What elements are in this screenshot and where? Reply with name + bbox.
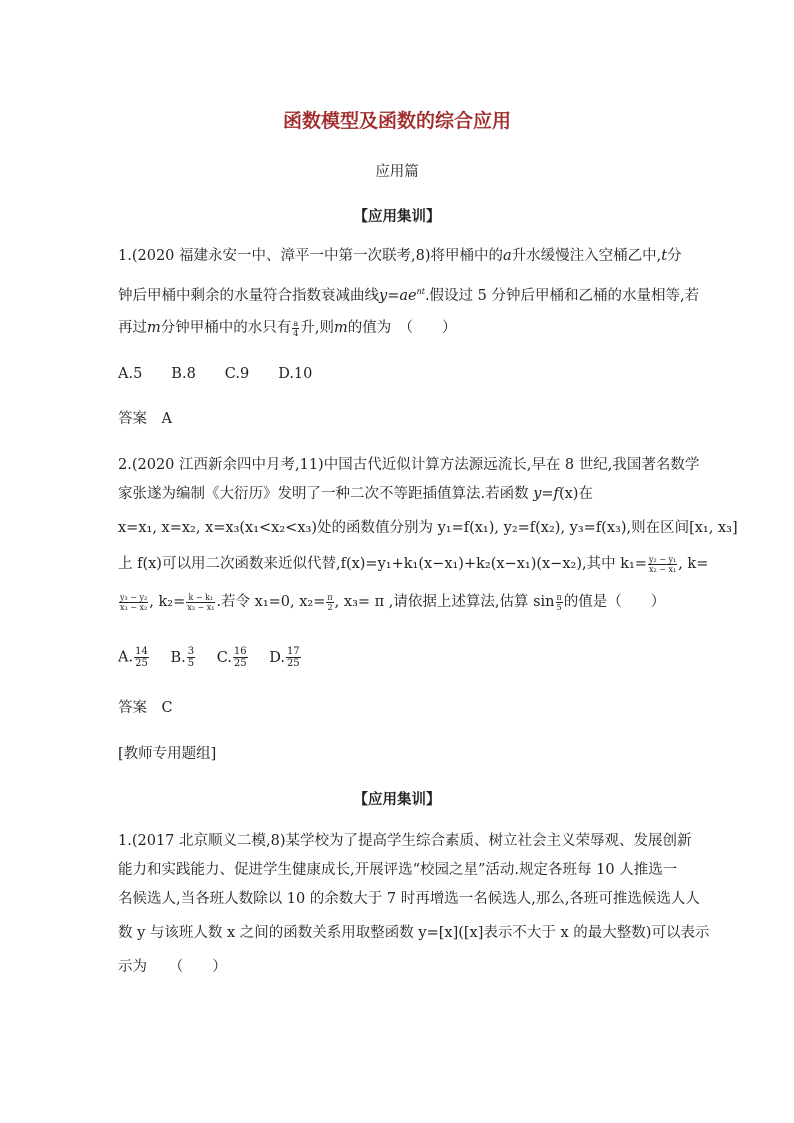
- q1-var-a: a: [503, 248, 512, 264]
- q3-line-5: 示为 （ ）: [118, 959, 227, 975]
- q1-text-3d: 的值为 （ ）: [347, 320, 457, 336]
- q2-option-d-value: $\frac{17}{25}$: [286, 646, 300, 669]
- q1-text-3a: 再过: [118, 320, 147, 336]
- q2-k-fraction: $\frac{\text{y₃ − y₂}}{\text{x₃ − x₂}}$: [120, 592, 148, 612]
- q2-text-5a: , k₂=: [149, 594, 186, 610]
- q2-pi-fifth-fraction: $\frac{\pi}{5}$: [556, 592, 562, 612]
- q2-answer: 答案 C: [118, 700, 173, 716]
- section-title: 应用篇: [375, 164, 419, 180]
- q2-pi-half-fraction: $\frac{\pi}{2}$: [327, 592, 333, 612]
- q2-line-5: [118, 592, 665, 612]
- q1-answer: 答案 A: [118, 411, 172, 427]
- q2-text-4a: 上 f(x)可以用二次函数来近似代替,f(x)=y₁+k₁(x−x₁)+k₂(x−x₁)(x−x₂),其中 k₁=: [118, 556, 647, 572]
- q3-line-2: 能力和实践能力、促进学生健康成长,开展评选“校园之星”活动.规定各班每 10 人推选一: [118, 862, 678, 878]
- q2-text-5c: , x₃= π ,请依据上述算法,估算 sin: [334, 594, 555, 610]
- q1-text-1c: 分: [667, 248, 682, 264]
- q2-line-1: 2.(2020 江西新余四中月考,11)中国古代近似计算方法源远流长,早在 8 世纪,我国著名数学: [118, 457, 700, 473]
- q1-line-1: [118, 246, 682, 266]
- teacher-group-label: [教师专用题组]: [118, 746, 217, 762]
- heading-practice-2: 【应用集训】: [353, 791, 441, 808]
- q2-options: [118, 646, 302, 669]
- q1-var-m: m: [147, 320, 161, 336]
- q1-text-1b: 升水缓慢注入空桶乙中,: [511, 248, 662, 264]
- q1-text-3b: 分钟甲桶中的水只有: [160, 320, 292, 336]
- q2-option-a-value: $\frac{14}{25}$: [135, 646, 148, 669]
- q2-option-d-label: D.: [269, 649, 285, 666]
- q1-var-t: t: [661, 248, 668, 264]
- heading-practice-1: 【应用集训】: [353, 208, 441, 225]
- q1-var-m-2: m: [333, 320, 348, 336]
- q2-line-2: [118, 484, 593, 504]
- q2-text-2a: 家张遂为编制《大衍历》发明了一种二次不等距插值算法.若函数: [118, 486, 534, 502]
- q2-func: y=f: [533, 486, 559, 502]
- q2-option-a-label: A.: [118, 649, 134, 666]
- q1-text-3c: 升,则: [300, 320, 334, 336]
- q2-line-3: x=x₁, x=x₂, x=x₃(x₁<x₂<x₃)处的函数值分别为 y₁=f(x₁), y₂=f(x₂), y₃=f(x₃),则在区间[x₁, x₃]: [118, 520, 738, 536]
- q2-text-2c: (x)在: [558, 486, 593, 502]
- q1-options: A.5 B.8 C.9 D.10: [118, 366, 313, 382]
- q3-line-1: 1.(2017 北京顺义二模,8)某学校为了提高学生综合素质、树立社会主义荣辱观、发展创新: [118, 833, 692, 849]
- q2-option-c-label: C.: [216, 649, 232, 666]
- q2-k1-fraction: $\frac{\text{y₂ − y₁}}{\text{x₂ − x₁}}$: [648, 554, 677, 574]
- q2-option-b-value: $\frac{3}{5}$: [187, 646, 195, 669]
- q2-line-4: [118, 554, 708, 574]
- q1-exponent: nt: [416, 287, 425, 296]
- q1-text-1a: 1.(2020 福建永安一中、漳平一中第一次联考,8)将甲桶中的: [118, 248, 503, 264]
- page-title: 函数模型及函数的综合应用: [282, 110, 511, 132]
- q2-k2-fraction: $\frac{\text{k − k₁}}{\text{x₃ − x₁}}$: [187, 592, 215, 612]
- q3-line-3: 名候选人,当各班人数除以 10 的余数大于 7 时再增选一名候选人,那么,各班可推选候选人人: [118, 891, 700, 907]
- q2-text-5d: 的值是（ ）: [563, 594, 666, 610]
- q2-option-c-value: $\frac{16}{25}$: [233, 646, 247, 669]
- q1-fraction: $\frac{a}{4}$: [293, 318, 299, 338]
- q2-text-4b: , k=: [678, 556, 709, 572]
- q1-text-2a: 钟后甲桶中剩余的水量符合指数衰减曲线: [118, 288, 379, 304]
- q1-line-3: [118, 318, 456, 338]
- q2-text-5b: .若令 x₁=0, x₂=: [216, 594, 326, 610]
- q2-option-b-label: B.: [170, 649, 186, 666]
- q1-equation: y=ae: [379, 288, 417, 304]
- q3-line-4: 数 y 与该班人数 x 之间的函数关系用取整函数 y=[x]([x]表示不大于 x 的最大整数)可以表示: [118, 925, 710, 941]
- q1-line-2: [118, 282, 699, 306]
- q1-text-2b: .假设过 5 分钟后甲桶和乙桶的水量相等,若: [424, 288, 700, 304]
